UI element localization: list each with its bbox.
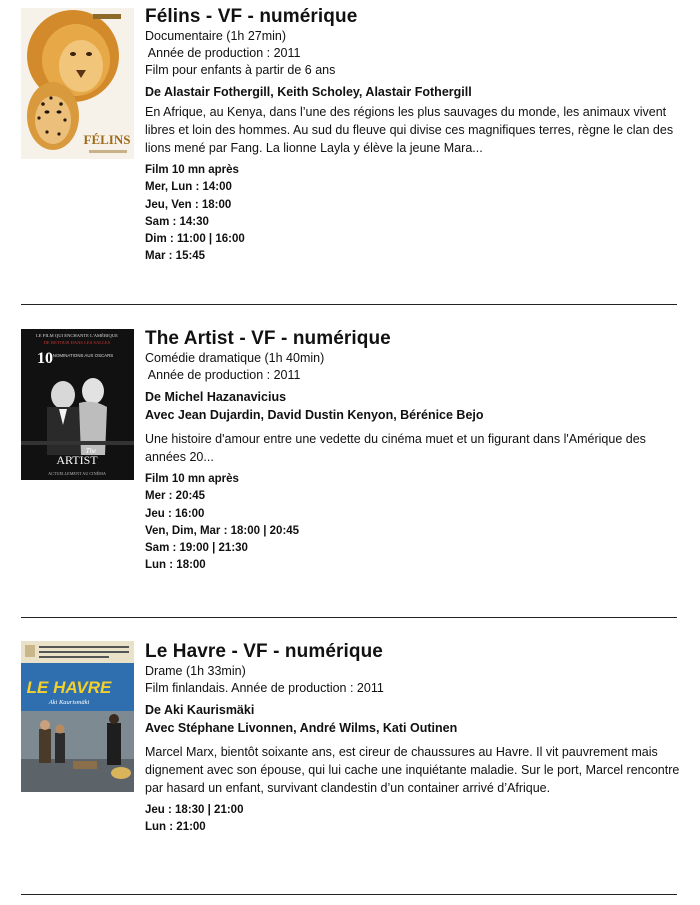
havre-poster-director: Aki Kaurismäki <box>48 699 90 706</box>
havre-poster-title: LE HAVRE <box>26 678 112 697</box>
poster-felins[interactable] <box>21 8 134 159</box>
showtimes <box>145 162 680 266</box>
showtime-row[interactable]: Dim : 11:00 | 16:00 <box>145 233 245 246</box>
movie-synopsis: En Afrique, au Kenya, dans l’une des régions les plus sauvages du monde, les animaux vivent libres et loin des hommes. Au sud du fleuve qui divise ces magnifiques terres, règne le clan des lions mené par Fang. La lionne Layla y élève la jeune Mara... <box>145 105 674 155</box>
movie-title[interactable]: The Artist - VF - numérique <box>145 328 391 349</box>
section-divider <box>21 304 677 305</box>
felins-poster-title: FÉLINS <box>83 132 131 147</box>
movie-director: De Alastair Fothergill, Keith Scholey, Alastair Fothergill <box>145 85 472 99</box>
movie-title[interactable]: Le Havre - VF - numérique <box>145 641 383 662</box>
poster-le-havre[interactable] <box>21 641 134 792</box>
showtime-row[interactable]: Ven, Dim, Mar : 18:00 | 20:45 <box>145 524 300 537</box>
showtime-row[interactable]: Mar : 15:45 <box>145 250 206 263</box>
movie-genre-duration: Comédie dramatique (1h 40min) <box>145 351 325 365</box>
showtime-row[interactable]: Lun : 21:00 <box>145 821 206 834</box>
showtime-row[interactable]: Sam : 19:00 | 21:30 <box>145 542 248 555</box>
movie-info-the-artist <box>145 327 680 575</box>
artist-poster-title: ARTIST <box>56 453 98 467</box>
felins-poster-image <box>21 8 134 159</box>
movie-age-rating: Film pour enfants à partir de 6 ans <box>145 63 336 77</box>
artist-poster-rerelease: DE RETOUR DANS LES SALLES <box>43 340 111 345</box>
showtime-row[interactable]: Mer : 20:45 <box>145 490 206 503</box>
movie-cast: Avec Stéphane Livonnen, André Wilms, Kati Outinen <box>145 721 458 735</box>
movie-info-le-havre <box>145 640 680 837</box>
showtime-row[interactable]: Jeu, Ven : 18:00 <box>145 198 232 211</box>
artist-poster-image <box>21 329 134 480</box>
section-divider <box>21 617 677 618</box>
showtime-row[interactable]: Sam : 14:30 <box>145 215 209 228</box>
movie-genre-duration: Documentaire (1h 27min) <box>145 29 287 43</box>
showtime-note: Film 10 mn après <box>145 473 239 485</box>
movie-origin-year: Film finlandais. Année de production : 2011 <box>145 681 384 695</box>
movie-production-year: Année de production : 2011 <box>145 46 301 60</box>
movie-cast: Avec Jean Dujardin, David Dustin Kenyon, Bérénice Bejo <box>145 408 484 422</box>
artist-poster-nominations: NOMINATIONS AUX OSCARS <box>52 353 114 358</box>
artist-poster-now-showing: ACTUELLEMENT AU CINÉMA <box>48 471 106 476</box>
showtime-row[interactable]: Lun : 18:00 <box>145 559 206 572</box>
movie-director: De Aki Kaurismäki <box>145 703 255 717</box>
movie-genre-duration: Drame (1h 33min) <box>145 664 246 678</box>
movie-synopsis: Une histoire d'amour entre une vedette du cinéma muet et un figurant dans l'Amérique des années 20... <box>145 432 646 464</box>
havre-poster-image <box>21 641 134 792</box>
section-divider <box>21 894 677 895</box>
showtime-row[interactable]: Mer, Lun : 14:00 <box>145 181 232 194</box>
showtime-row[interactable]: Jeu : 18:30 | 21:00 <box>145 804 244 816</box>
movie-synopsis: Marcel Marx, bientôt soixante ans, est cireur de chaussures au Havre. Il vit pauvrement mais dignement avec son épouse, qui lui cache une inquiétante maladie. Sur le port, Marcel rencontre par hasard un enfant, survivant clandestin d’un container arrivé d’Afrique. <box>145 745 680 795</box>
movie-production-year: Année de production : 2011 <box>145 368 301 382</box>
artist-poster-the: The <box>85 447 97 455</box>
artist-poster-nominations-count: 10 <box>37 350 53 367</box>
showtime-row[interactable]: Jeu : 16:00 <box>145 507 205 520</box>
poster-the-artist[interactable] <box>21 329 134 480</box>
movie-info-felins <box>145 5 680 266</box>
showtimes <box>145 471 680 575</box>
movie-title[interactable]: Félins - VF - numérique <box>145 6 358 27</box>
showtimes <box>145 802 680 837</box>
showtime-note: Film 10 mn après <box>145 164 239 176</box>
movie-director: De Michel Hazanavicius <box>145 390 287 404</box>
artist-poster-tagline: LE FILM QUI ENCHANTE L'AMÉRIQUE <box>36 333 118 338</box>
